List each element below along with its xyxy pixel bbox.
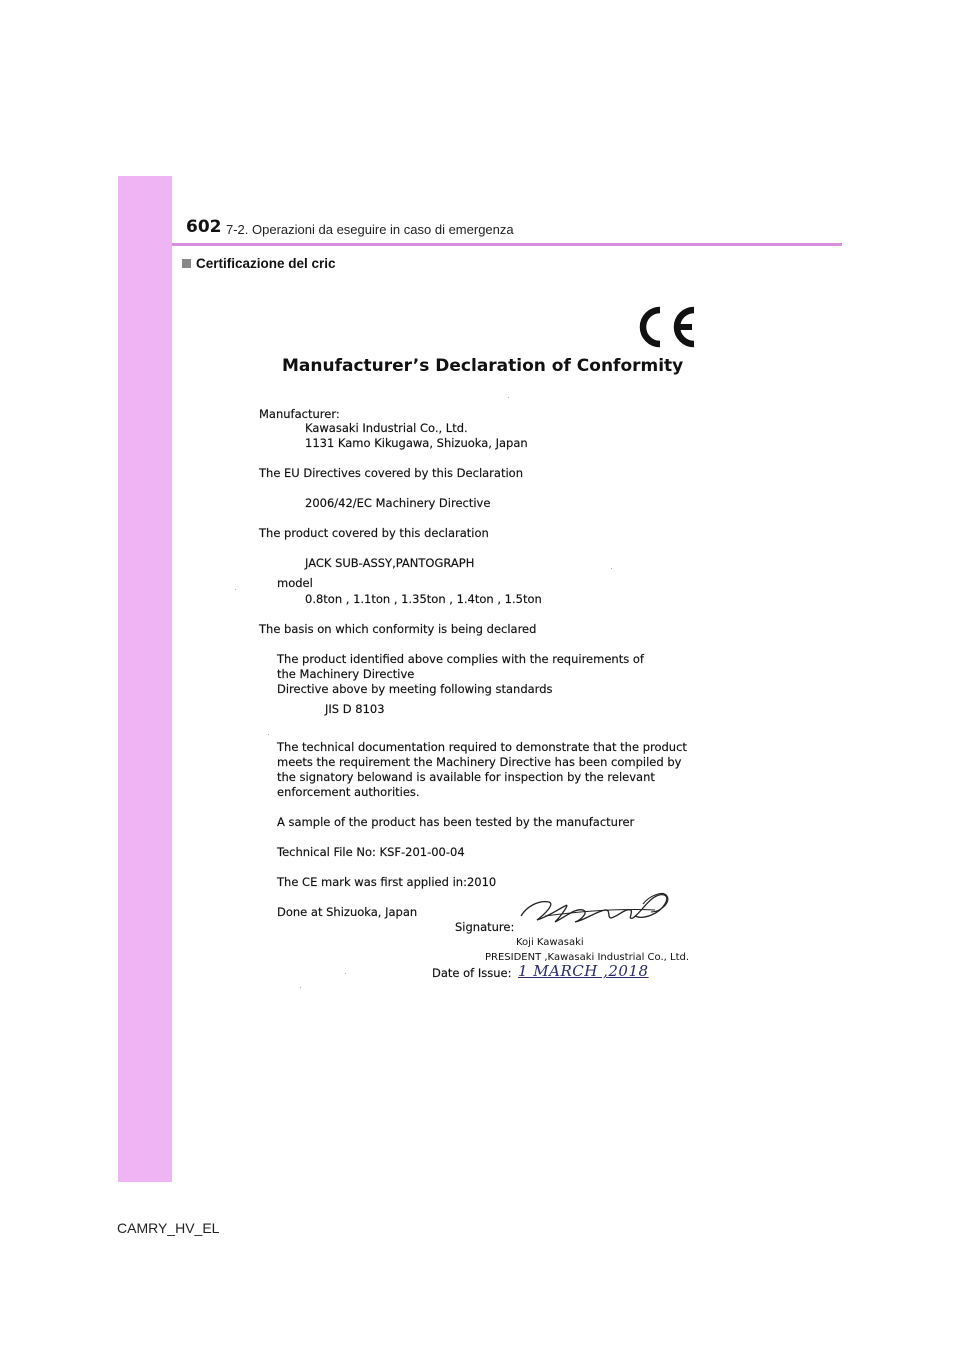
square-bullet-icon [182,259,191,268]
header-divider [172,243,842,246]
side-color-band [118,176,172,1182]
footer-document-code: CAMRY_HV_EL [117,1220,220,1236]
manufacturer-label: Manufacturer: [259,407,340,421]
scan-speck [611,568,612,569]
compliance-line: The product identified above complies with the requirements of [277,652,644,666]
documentation-line: The technical documentation required to demonstrate that the product [277,740,687,754]
section-heading-text: Certificazione del cric [196,256,336,271]
date-of-issue-label: Date of Issue: [432,966,512,980]
signature-label: Signature: [455,920,515,934]
declaration-title: Manufacturer’s Declaration of Conformity [282,356,684,376]
scan-speck [345,973,346,974]
compliance-line: the Machinery Directive [277,667,415,681]
documentation-line: meets the requirement the Machinery Directive has been compiled by [277,755,682,769]
basis-label: The basis on which conformity is being declared [259,622,537,636]
date-of-issue-value: 1 MARCH ,2018 [518,962,649,980]
documentation-line: the signatory belowand is available for inspection by the relevant [277,770,655,784]
done-at: Done at Shizuoka, Japan [277,905,418,919]
product-name: JACK SUB-ASSY,PANTOGRAPH [305,556,475,570]
scan-speck [235,589,236,590]
directives-label: The EU Directives covered by this Declaration [259,466,523,480]
signatory-name: Koji Kawasaki [516,937,584,948]
model-values: 0.8ton , 1.1ton , 1.35ton , 1.4ton , 1.5ton [305,592,542,606]
technical-file-number: Technical File No: KSF-201-00-04 [277,845,465,859]
standard-code: JIS D 8103 [325,702,385,716]
scan-speck [268,734,269,735]
scan-speck [508,397,509,398]
model-label: model [277,576,313,590]
ce-mark-logo [630,306,700,348]
page-number: 602 [186,217,222,237]
compliance-line: Directive above by meeting following standards [277,682,553,696]
ce-first-applied: The CE mark was first applied in:2010 [277,875,497,889]
signatory-title: PRESIDENT ,Kawasaki Industrial Co., Ltd. [485,952,690,963]
directive-text: 2006/42/EC Machinery Directive [305,496,491,510]
section-heading [182,256,336,271]
manufacturer-address: 1131 Kamo Kikugawa, Shizuoka, Japan [305,436,528,450]
handwritten-signature [515,886,680,936]
sample-statement: A sample of the product has been tested by the manufacturer [277,815,635,829]
chapter-title: 7-2. Operazioni da eseguire in caso di emergenza [226,222,514,237]
manufacturer-name: Kawasaki Industrial Co., Ltd. [305,421,468,435]
documentation-line: enforcement authorities. [277,785,420,799]
product-label: The product covered by this declaration [259,526,489,540]
scan-speck [300,987,301,988]
